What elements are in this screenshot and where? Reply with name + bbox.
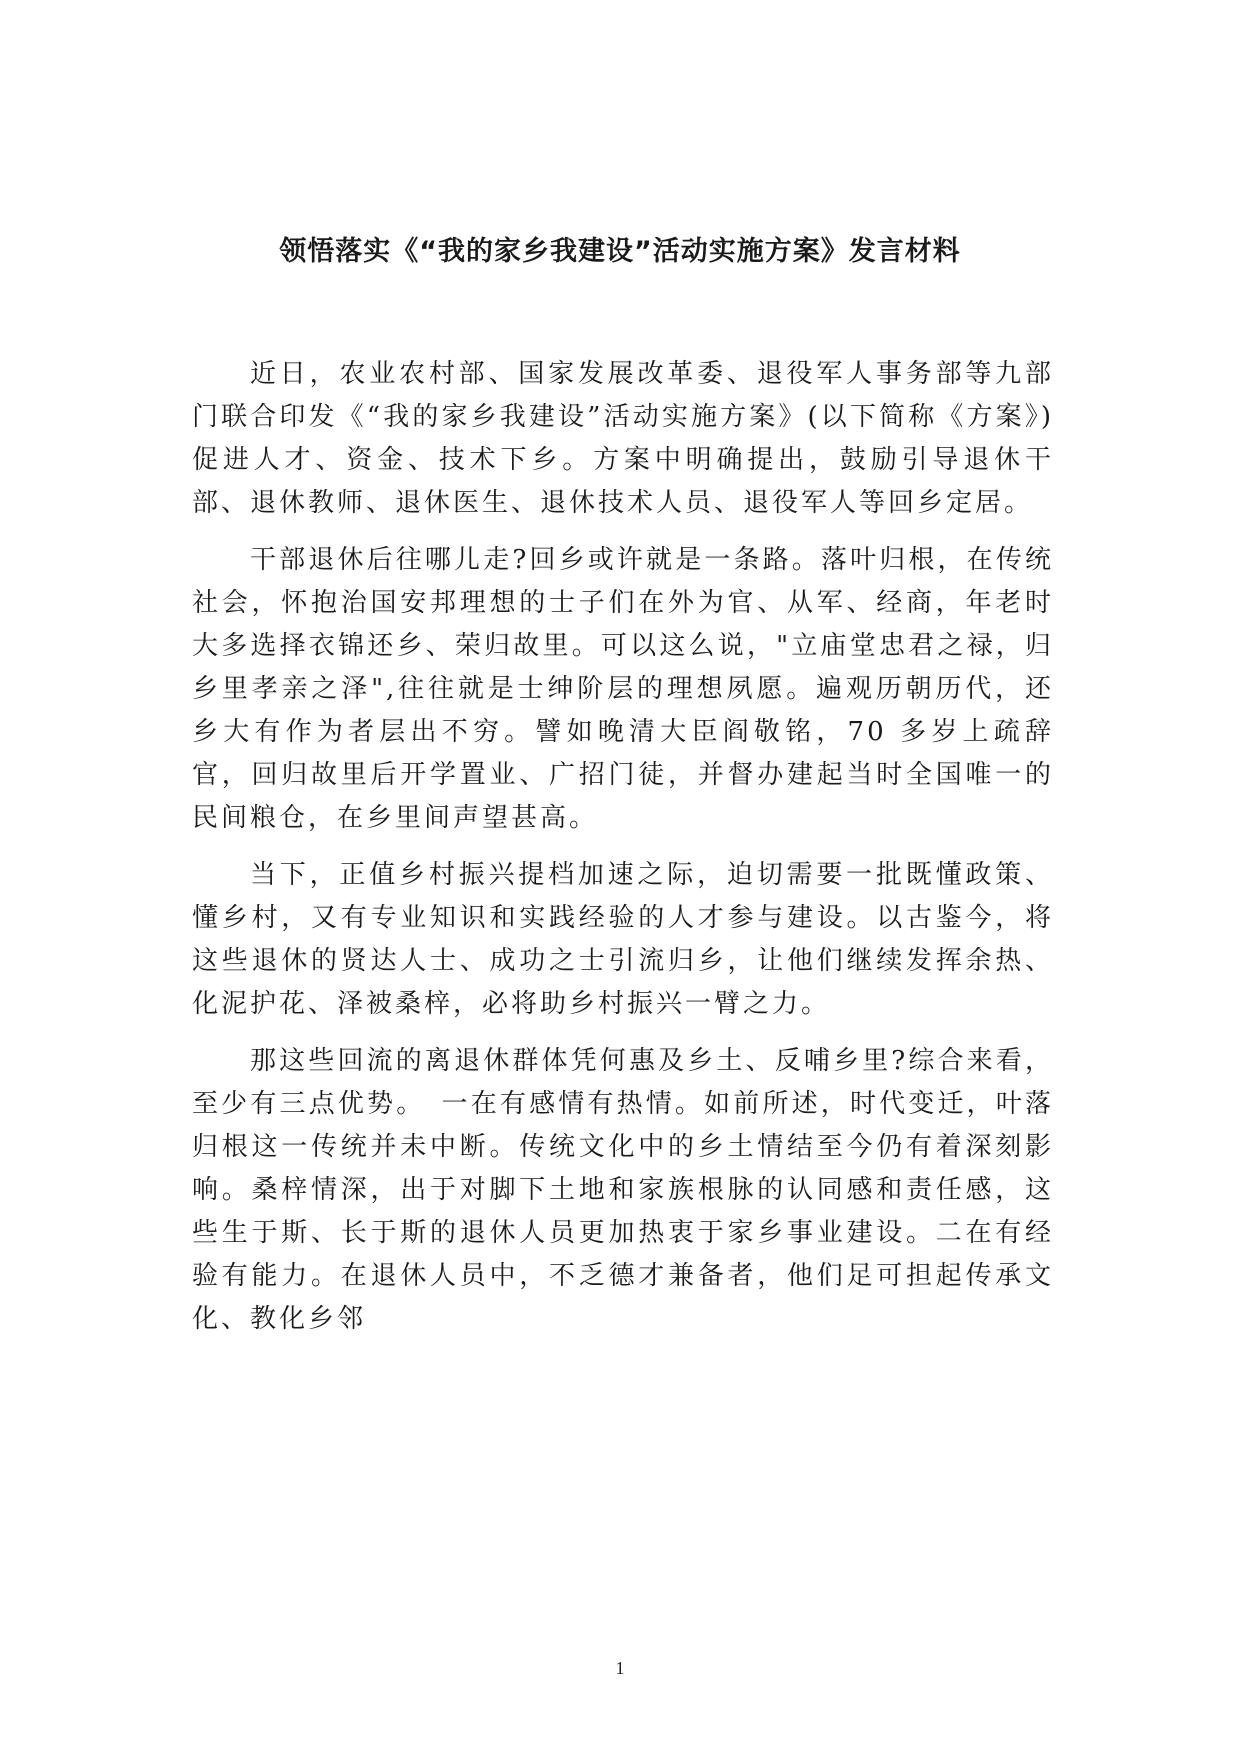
paragraph-3: 当下，正值乡村振兴提档加速之际，迫切需要一批既懂政策、懂乡村，又有专业知识和实践经验的人才参与建设。以古鉴今，将这些退休的贤达人士、成功之士引流归乡，让他们继续发挥余热、化泥护花、泽被桑梓，必将助乡村振兴一臂之力。: [192, 860, 1054, 1019]
page-number: 1: [615, 1658, 625, 1678]
paragraph-2: 干部退休后往哪儿走?回乡或许就是一条路。落叶归根，在传统社会，怀抱治国安邦理想的士子们在外为官、从军、经商，年老时大多选择衣锦还乡、荣归故里。可以这么说，"立庙堂忠君之禄，归乡里孝亲之泽",往往就是士绅阶层的理想夙愿。遍观历朝历代，还乡大有作为者层出不穷。譬如晚清大臣阎敬铭，70 多岁上疏辞官，回归故里后开学置业、广招门徒，并督办建起当时全国唯一的民间粮仓，在乡里间声望甚高。: [192, 545, 1054, 833]
paragraph-1: 近日，农业农村部、国家发展改革委、退役军人事务部等九部门联合印发《“我的家乡我建设”活动实施方案》(以下简称《方案》)促进人才、资金、技术下乡。方案中明确提出，鼓励引导退休干部、退休教师、退休医生、退休技术人员、退役军人等回乡定居。: [192, 359, 1054, 518]
document-body: [192, 353, 1054, 1355]
document-title: 领悟落实《“我的家乡我建设”活动实施方案》发言材料: [279, 236, 961, 267]
paragraph-4: 那这些回流的离退休群体凭何惠及乡土、反哺乡里?综合来看，至少有三点优势。 一在有感情有热情。如前所述，时代变迁，叶落归根这一传统并未中断。传统文化中的乡土情结至今仍有着深刻影响。桑梓情深，出于对脚下土地和家族根脉的认同感和责任感，这些生于斯、长于斯的退休人员更加热衷于家乡事业建设。二在有经验有能力。在退休人员中，不乏德才兼备者，他们足可担起传承文化、教化乡邻: [192, 1046, 1054, 1334]
